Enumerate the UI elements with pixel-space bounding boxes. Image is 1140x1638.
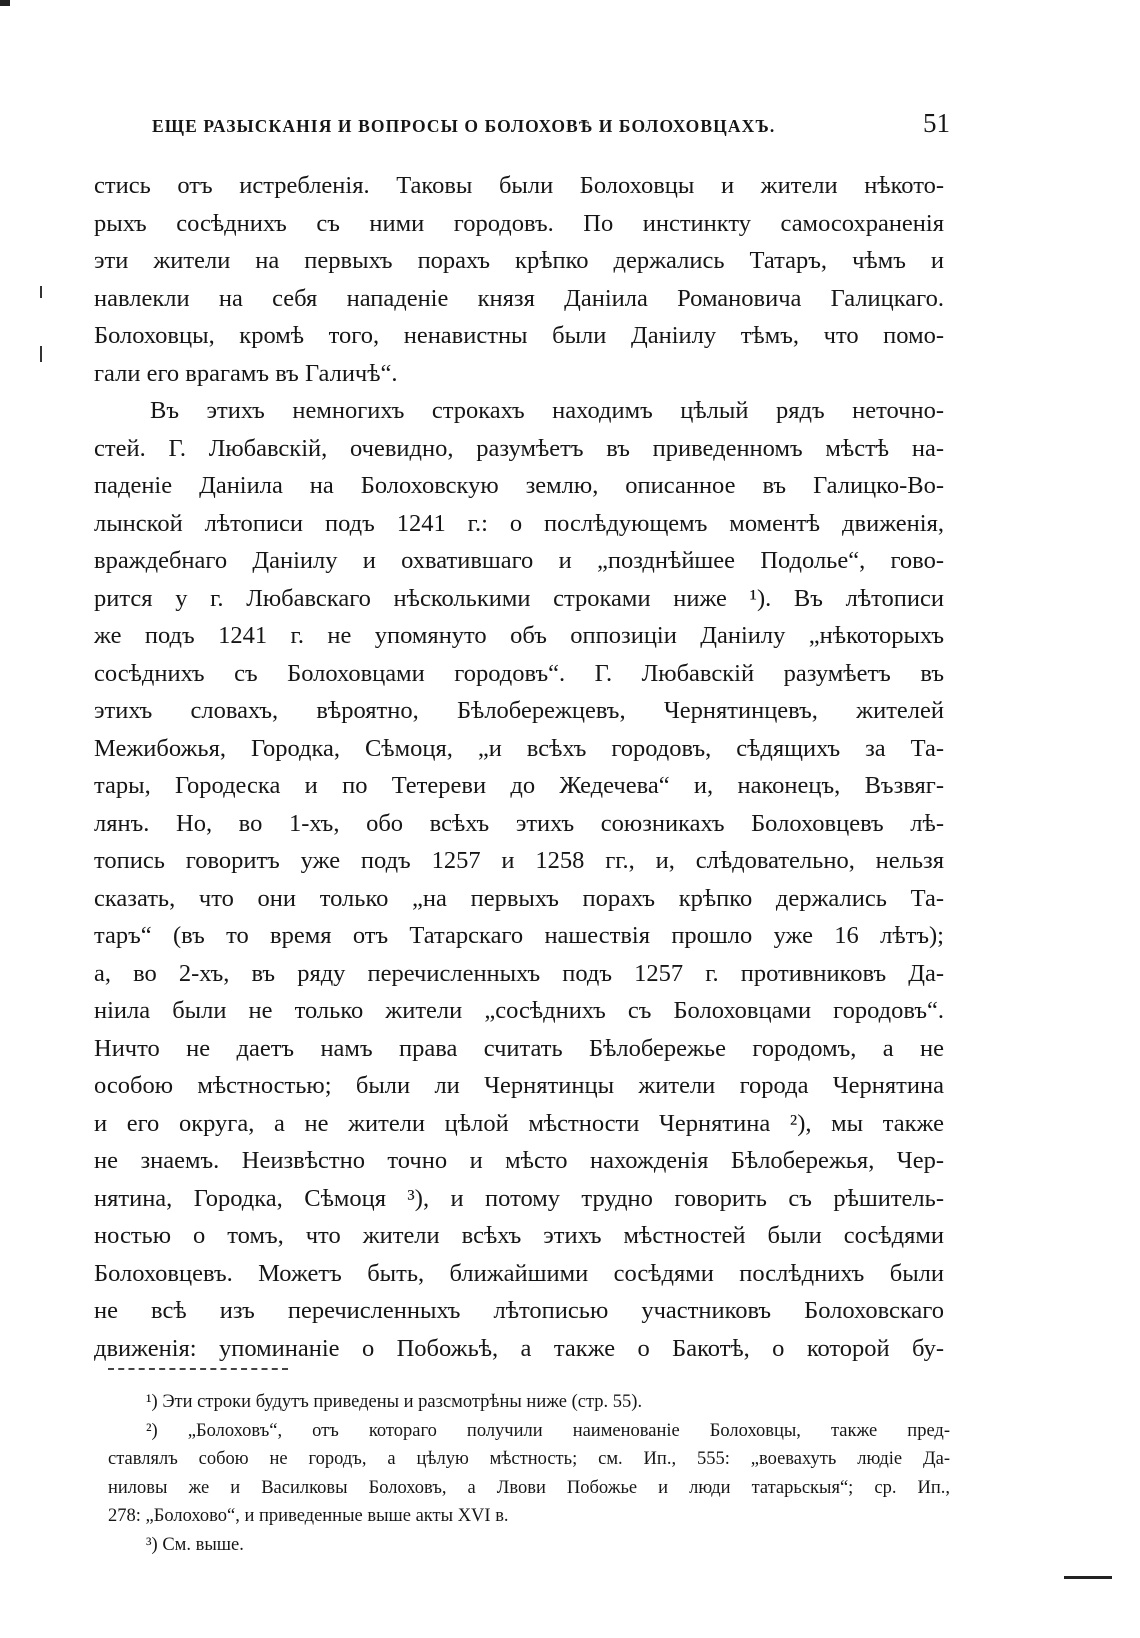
text-line: и его округа, а не жители цѣлой мѣстности Чернятина ²), мы также (94, 1109, 944, 1137)
text-line: сказать, что они только „на первыхъ порахъ крѣпко держались Та- (94, 884, 944, 912)
paragraph-start-line: Въ этихъ немногихъ строкахъ находимъ цѣлый рядъ неточно- (150, 397, 944, 424)
footnote-1: ¹) Эти строки будутъ приведены и разсмотрѣны ниже (стр. 55). (146, 1392, 643, 1412)
text-line: ніила были не только жители „сосѣднихъ съ Болоховцами городовъ“. (94, 997, 944, 1024)
text-line: стей. Г. Любавскій, очевидно, разумѣетъ въ приведенномъ мѣстѣ на- (94, 434, 944, 462)
text-line: враждебнаго Даніилу и охватившаго и „позднѣйшее Подолье“, гово- (94, 547, 944, 574)
text-line: Ничто не даетъ намъ права считать Бѣлобережье городомъ, а не (94, 1034, 944, 1062)
footnote-2-cont: ниловы же и Василковы Болоховъ, а Лвови Побожье и люди татарьскыя“; ср. Ип., (108, 1477, 950, 1498)
text-line: навлекли на себя нападеніе князя Даніила Романовича Галицкаго. (94, 284, 944, 312)
text-line: а, во 2-хъ, въ ряду перечисленныхъ подъ 1257 г. противниковъ Да- (94, 959, 944, 987)
text-line: Межибожья, Городка, Сѣмоця, „и всѣхъ городовъ, сѣдящихъ за Та- (94, 734, 944, 762)
footnote-2-cont: 278: „Болохово“, и приведенные выше акты XVI в. (108, 1506, 509, 1526)
text-line: особою мѣстностью; были ли Чернятинцы жители города Чернятина (94, 1072, 944, 1099)
text-line: Болоховцевъ. Можетъ быть, ближайшими сосѣдями послѣднихъ были (94, 1259, 944, 1287)
text-line: этихъ словахъ, вѣроятно, Бѣлобережцевъ, Чернятинцевъ, жителей (94, 697, 944, 724)
footnote-2-cont: ставлялъ собою не городъ, а цѣлую мѣстность; см. Ип., 555: „воевахуть людіе Да- (108, 1449, 950, 1469)
text-line: сосѣднихъ съ Болоховцами городовъ“. Г. Любавскій разумѣетъ въ (94, 659, 944, 687)
page-number: 51 (923, 108, 950, 138)
header-title: ЕЩЕ РАЗЫСКАНІЯ И ВОПРОСЫ О БОЛОХОВѢ И БОЛОХОВЦАХЪ. (152, 116, 776, 136)
text-line: таръ“ (въ то время отъ Татарскаго нашествія прошло уже 16 лѣтъ); (94, 922, 944, 949)
running-header (152, 108, 950, 142)
text-line: же подъ 1241 г. не упомянуто объ оппозиціи Даніилу „нѣкоторыхъ (94, 622, 944, 649)
body-text (94, 167, 944, 1367)
text-line: лынской лѣтописи подъ 1241 г.: о послѣдующемъ моментѣ движенія, (94, 509, 944, 537)
scan-corner-mark (0, 0, 10, 6)
text-line: нятина, Городка, Сѣмоця ³), и потому трудно говорить съ рѣшитель- (94, 1184, 944, 1212)
text-line: стись отъ истребленія. Таковы были Болоховцы и жители нѣкото- (94, 172, 944, 199)
footnote-separator (108, 1368, 288, 1370)
footnote-2: ²) „Болоховъ“, отъ котораго получили наименованіе Болоховцы, также пред- (146, 1420, 950, 1441)
text-line: Болоховцы, кромѣ того, ненавистны были Даніилу тѣмъ, что помо- (94, 322, 944, 349)
text-line: рится у г. Любавскаго нѣсколькими строками ниже ¹). Въ лѣтописи (94, 584, 944, 612)
text-line: рыхъ сосѣднихъ съ ними городовъ. По инстинкту самосохраненія (94, 209, 944, 237)
text-line: гали его врагамъ въ Галичѣ“. (94, 359, 398, 387)
text-line: ностью о томъ, что жители всѣхъ этихъ мѣстностей были сосѣдями (94, 1222, 944, 1249)
text-line: движенія: упоминаніе о Побожьѣ, а также о Бакотѣ, о которой бу- (94, 1334, 944, 1362)
scan-edge-mark (1064, 1576, 1112, 1579)
footnote-3: ³) См. выше. (146, 1534, 244, 1555)
text-line: лянъ. Но, во 1-хъ, обо всѣхъ этихъ союзникахъ Болоховцевъ лѣ- (94, 809, 944, 837)
text-line: тары, Городеска и по Тетереви до Жедечева“ и, наконецъ, Възвяг- (94, 772, 944, 799)
margin-mark (40, 346, 42, 362)
text-line: не всѣ изъ перечисленныхъ лѣтописью участниковъ Болоховскаго (94, 1297, 944, 1324)
text-line: эти жители на первыхъ порахъ крѣпко держались Татаръ, чѣмъ и (94, 247, 944, 274)
text-line: топись говоритъ уже подъ 1257 и 1258 гг., и, слѣдовательно, нельзя (94, 847, 944, 874)
footnotes (108, 1388, 950, 1559)
margin-mark (40, 286, 42, 298)
text-line: не знаемъ. Неизвѣстно точно и мѣсто нахожденія Бѣлобережья, Чер- (94, 1147, 944, 1174)
text-line: паденіе Даніила на Болоховскую землю, описанное въ Галицко-Во- (94, 472, 944, 499)
